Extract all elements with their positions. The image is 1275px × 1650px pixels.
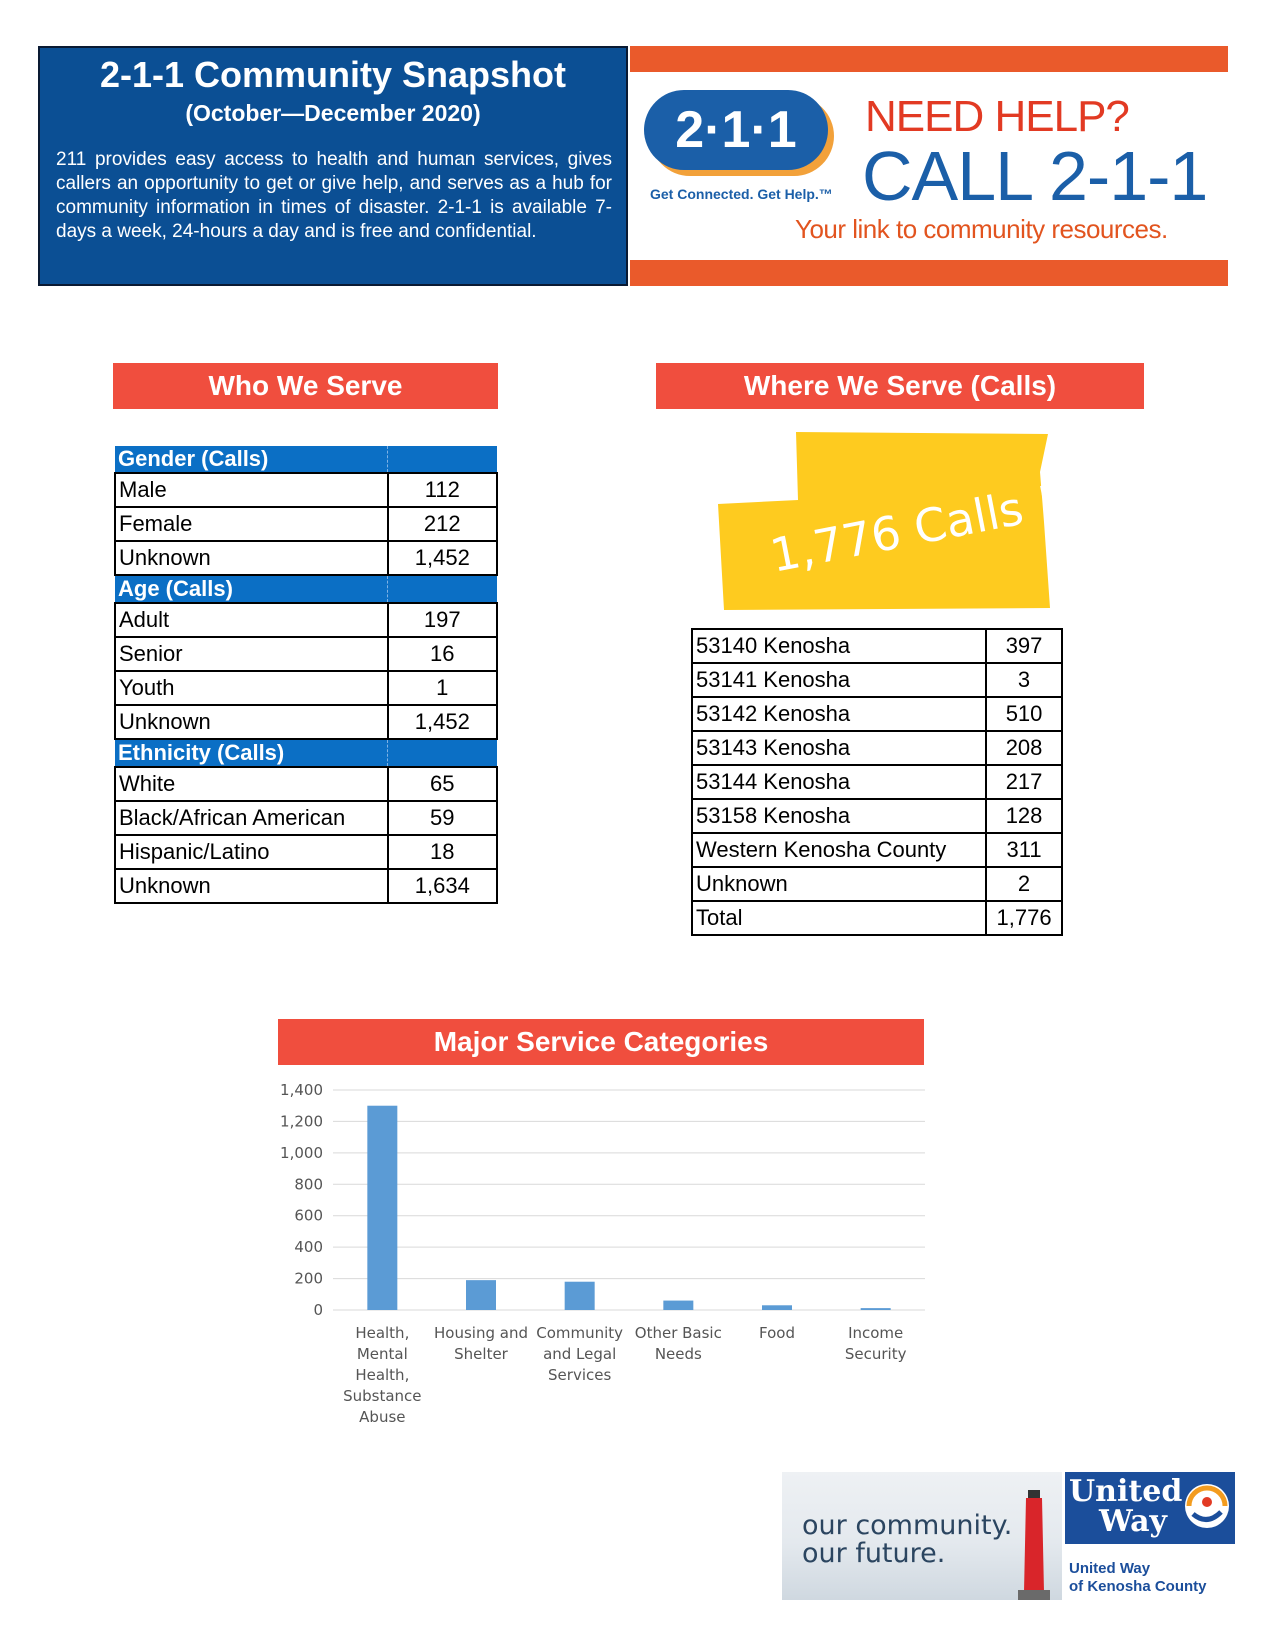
y-tick-label: 200 <box>294 1269 323 1288</box>
x-tick-label: Needs <box>654 1345 702 1363</box>
zip-value: 217 <box>986 765 1062 799</box>
table-row <box>115 835 497 869</box>
zip-label: 53140 Kenosha <box>692 629 986 663</box>
x-tick-label: Food <box>759 1324 795 1342</box>
united-way-logo <box>1065 1472 1235 1600</box>
group-header-ethnicity <box>115 739 497 767</box>
row-label: Senior <box>115 637 388 671</box>
banner-tagline: Get Connected. Get Help.™ <box>650 186 833 202</box>
zip-value: 128 <box>986 799 1062 833</box>
zip-value: 311 <box>986 833 1062 867</box>
zip-label: 53143 Kenosha <box>692 731 986 765</box>
row-label: Male <box>115 473 388 507</box>
y-tick-label: 800 <box>294 1175 323 1194</box>
table-row <box>692 799 1062 833</box>
zip-value: 510 <box>986 697 1062 731</box>
call-211-banner <box>630 46 1228 286</box>
bar <box>663 1301 693 1310</box>
row-label: Unknown <box>115 705 388 739</box>
zip-label: 53141 Kenosha <box>692 663 986 697</box>
banner-need-help: NEED HELP? <box>865 92 1129 141</box>
bar <box>861 1308 891 1310</box>
row-value: 197 <box>388 603 497 637</box>
x-tick-label: Services <box>548 1366 612 1384</box>
lighthouse-icon <box>1014 1482 1054 1600</box>
row-label: Female <box>115 507 388 541</box>
table-row <box>115 869 497 903</box>
calls-sticky-note <box>718 432 1056 614</box>
page-description: 211 provides easy access to health and human services, gives callers an opportunity to get or give help, and serves as a hub for community information in times of disaster. 2-1-1 is available 7-days a week, 24-hours a day and is free and confidential. <box>56 149 612 242</box>
bar <box>762 1305 792 1310</box>
group-label: Age (Calls) <box>115 575 388 603</box>
table-row <box>115 473 497 507</box>
logo-211-icon: 2·1·1 <box>644 90 828 170</box>
y-tick-label: 1,000 <box>280 1143 323 1162</box>
zip-value: 3 <box>986 663 1062 697</box>
row-value: 59 <box>388 801 497 835</box>
zip-value: 208 <box>986 731 1062 765</box>
table-row <box>692 629 1062 663</box>
united-way-logo-box <box>1065 1472 1235 1544</box>
page-title: 2-1-1 Community Snapshot <box>99 54 567 95</box>
banner-bottom-stripe <box>630 260 1228 286</box>
page-period: (October—December 2020) <box>185 100 481 126</box>
zip-label: 53144 Kenosha <box>692 765 986 799</box>
row-label: Unknown <box>115 869 388 903</box>
united-way-hand-icon <box>1183 1482 1231 1534</box>
where-we-serve-header: Where We Serve (Calls) <box>656 363 1144 409</box>
group-header-age <box>115 575 497 603</box>
group-label: Gender (Calls) <box>115 446 388 473</box>
bar <box>565 1282 595 1310</box>
where-we-serve-table <box>691 628 1063 936</box>
table-row <box>692 697 1062 731</box>
table-row <box>692 765 1062 799</box>
row-value: 1 <box>388 671 497 705</box>
table-row <box>692 867 1062 901</box>
group-header-gender <box>115 446 497 473</box>
row-value: 212 <box>388 507 497 541</box>
zip-value: 397 <box>986 629 1062 663</box>
calls-callout-text: 1,776 Calls ! <box>765 474 1056 583</box>
zip-label: Western Kenosha County <box>692 833 986 867</box>
table-row <box>692 833 1062 867</box>
row-value: 1,634 <box>388 869 497 903</box>
banner-call: CALL 2-1-1 <box>862 137 1208 215</box>
row-value: 18 <box>388 835 497 869</box>
row-label: Black/African American <box>115 801 388 835</box>
row-label: White <box>115 767 388 801</box>
zip-value: 2 <box>986 867 1062 901</box>
y-tick-label: 1,400 <box>280 1081 323 1099</box>
y-tick-label: 400 <box>294 1238 323 1257</box>
banner-top-stripe <box>630 46 1228 72</box>
x-tick-label: Shelter <box>454 1345 508 1363</box>
group-label: Ethnicity (Calls) <box>115 739 388 767</box>
x-tick-label: Security <box>844 1345 907 1363</box>
zip-label: Total <box>692 901 986 935</box>
table-row <box>115 541 497 575</box>
slogan-line-2: our future. <box>802 1538 946 1569</box>
table-row <box>692 901 1062 935</box>
table-row <box>115 801 497 835</box>
group-label-spacer <box>388 446 497 473</box>
sticky-note-shape <box>718 432 1056 614</box>
table-row <box>115 507 497 541</box>
row-value: 65 <box>388 767 497 801</box>
table-row <box>115 603 497 637</box>
row-value: 112 <box>388 473 497 507</box>
row-value: 1,452 <box>388 541 497 575</box>
x-tick-label: Health, <box>355 1366 410 1384</box>
united-way-sub-2: of Kenosha County <box>1069 1578 1207 1595</box>
row-label: Hispanic/Latino <box>115 835 388 869</box>
united-way-word-2: Way <box>1099 1504 1167 1539</box>
row-label: Unknown <box>115 541 388 575</box>
x-tick-label: Substance <box>343 1387 422 1405</box>
y-tick-label: 600 <box>294 1206 323 1225</box>
bar <box>367 1106 397 1310</box>
bar <box>466 1280 496 1310</box>
x-tick-label: Mental <box>356 1345 408 1363</box>
table-row <box>115 705 497 739</box>
row-value: 16 <box>388 637 497 671</box>
zip-label: 53158 Kenosha <box>692 799 986 833</box>
table-row <box>692 731 1062 765</box>
x-tick-label: Health, <box>355 1324 410 1342</box>
table-row <box>115 637 497 671</box>
x-tick-label: and Legal <box>543 1345 617 1363</box>
group-label-spacer <box>388 575 497 603</box>
services-bar-chart <box>265 1080 945 1440</box>
who-we-serve-header: Who We Serve <box>113 363 498 409</box>
united-way-sub-1: United Way <box>1069 1560 1151 1577</box>
header-box <box>38 46 628 286</box>
who-we-serve-table <box>114 446 498 904</box>
y-tick-label: 0 <box>313 1301 323 1319</box>
table-row <box>692 663 1062 697</box>
x-tick-label: Other Basic <box>634 1324 722 1342</box>
x-tick-label: Community <box>536 1324 624 1342</box>
zip-label: 53142 Kenosha <box>692 697 986 731</box>
y-tick-label: 1,200 <box>280 1112 323 1131</box>
zip-value: 1,776 <box>986 901 1062 935</box>
row-label: Adult <box>115 603 388 637</box>
zip-label: Unknown <box>692 867 986 901</box>
table-row <box>115 671 497 705</box>
row-label: Youth <box>115 671 388 705</box>
x-tick-label: Abuse <box>359 1408 406 1426</box>
table-row <box>115 767 497 801</box>
row-value: 1,452 <box>388 705 497 739</box>
banner-link-text: Your link to community resources. <box>795 214 1168 244</box>
group-label-spacer <box>388 739 497 767</box>
x-tick-label: Income <box>848 1324 904 1342</box>
x-tick-label: Housing and <box>434 1324 528 1342</box>
community-banner <box>782 1472 1062 1600</box>
united-way-word-1: United <box>1069 1474 1183 1509</box>
services-header: Major Service Categories <box>278 1019 924 1065</box>
slogan-line-1: our community. <box>802 1510 1013 1541</box>
